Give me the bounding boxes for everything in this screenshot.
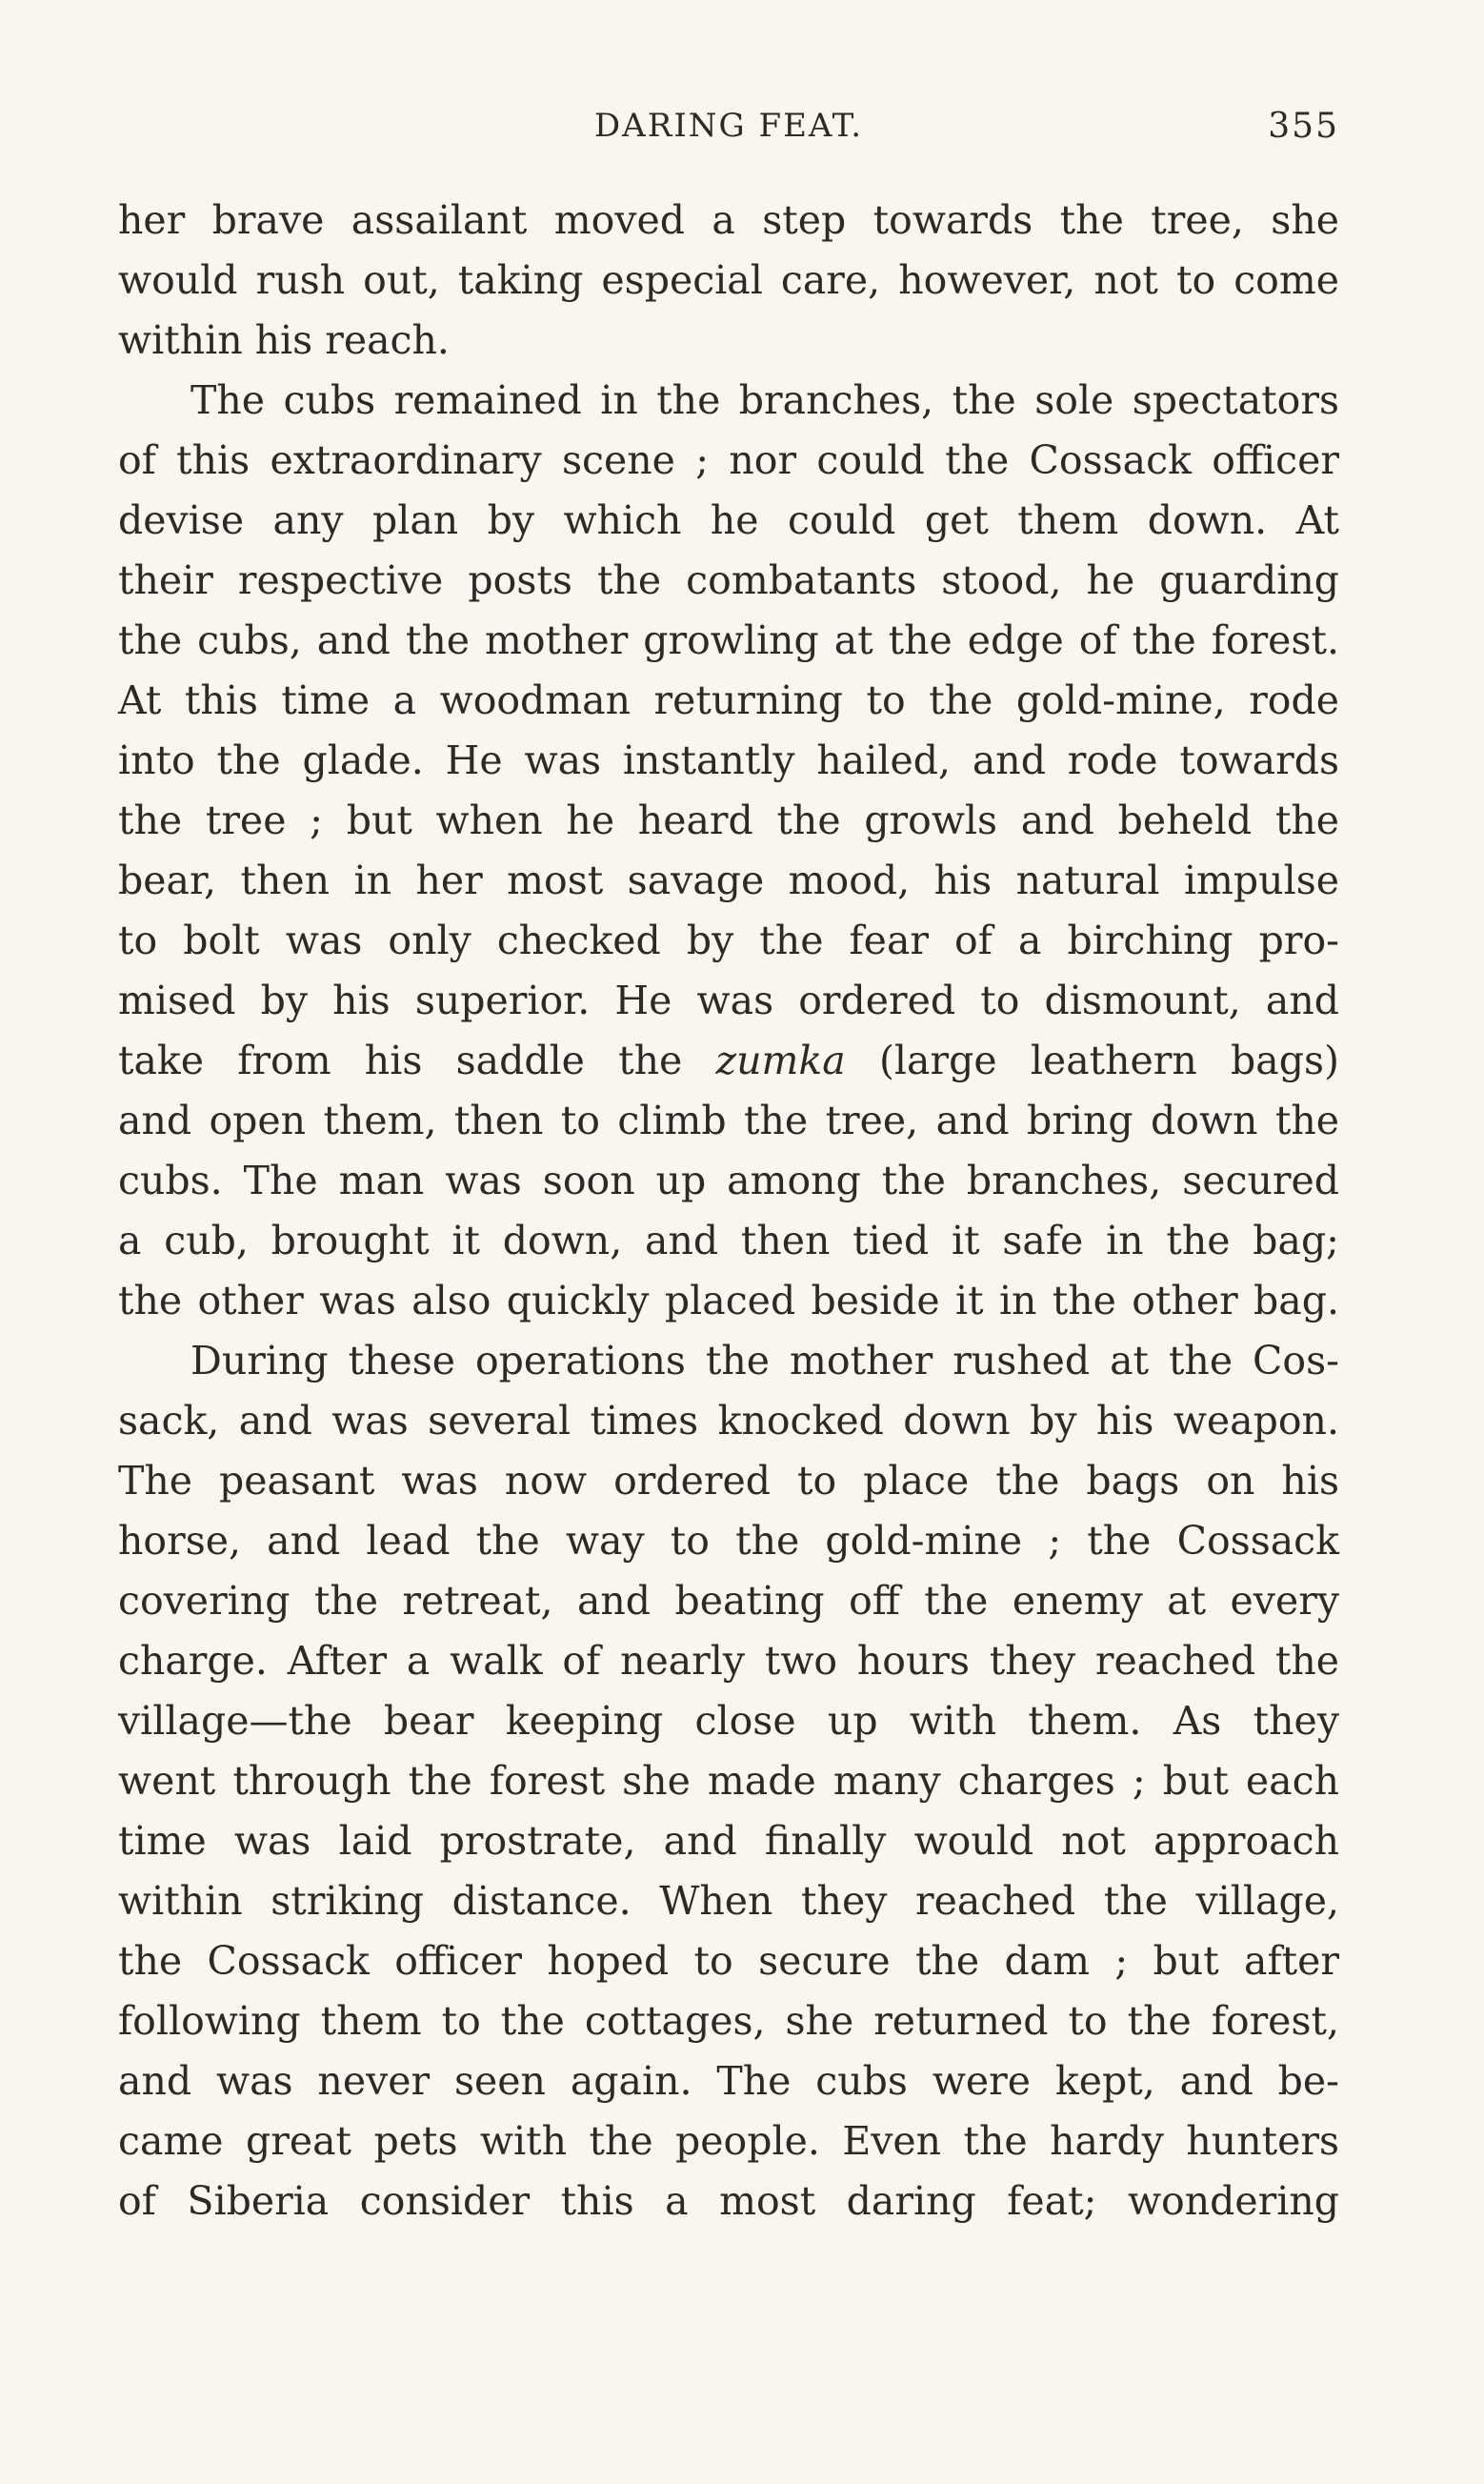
text-line: to bolt was only checked by the fear of a birching pro- [118, 918, 1339, 963]
text-line: and was never seen again. The cubs were kept, and be- [118, 2058, 1339, 2104]
text-line: mised by his superior. He was ordered to dismount, and [118, 978, 1339, 1023]
running-head [118, 107, 1339, 154]
text-line: following them to the cottages, she returned to the forest, [118, 1998, 1339, 2044]
text-line: her brave assailant moved a step towards the tree, she [118, 197, 1339, 243]
text-line: time was laid prostrate, and finally would not approach [118, 1818, 1339, 1864]
chapter-title: DARING FEAT. [593, 107, 864, 145]
text-line: The cubs remained in the branches, the sole spectators [191, 377, 1339, 423]
text-line: of this extraordinary scene ; nor could the Cossack officer [118, 437, 1339, 483]
text-fragment: take from his saddle the [118, 1038, 716, 1083]
italic-term: zumka [715, 1038, 846, 1083]
text-line: the other was also quickly placed beside it in the other bag. [118, 1278, 1339, 1323]
text-line: a cub, brought it down, and then tied it safe in the bag; [118, 1218, 1339, 1263]
text-line: The peasant was now ordered to place the bags on his [118, 1458, 1339, 1504]
text-line: went through the forest she made many charges ; but each [118, 1758, 1339, 1804]
text-line: and open them, then to climb the tree, and bring down the [118, 1098, 1339, 1143]
text-line: bear, then in her most savage mood, his natural impulse [118, 858, 1339, 903]
text-line: within striking distance. When they reached the village, [118, 1878, 1339, 1924]
page-number: 355 [1268, 107, 1339, 146]
text-line: would rush out, taking especial care, however, not to come [118, 257, 1339, 303]
text-line: charge. After a walk of nearly two hours they reached the [118, 1638, 1339, 1684]
text-line: came great pets with the people. Even the hardy hunters [118, 2118, 1339, 2164]
text-line: devise any plan by which he could get them down. At [118, 497, 1339, 543]
text-line: cubs. The man was soon up among the branches, secured [118, 1158, 1339, 1203]
text-line: the Cossack officer hoped to secure the dam ; but after [118, 1938, 1339, 1984]
body-text [118, 191, 1339, 2232]
text-line-with-italic [118, 1031, 1339, 1091]
text-line: village—the bear keeping close up with them. As they [118, 1698, 1339, 1744]
text-line: At this time a woodman returning to the gold-mine, rode [118, 677, 1339, 723]
text-fragment: (large leathern bags) [845, 1038, 1339, 1083]
text-line: into the glade. He was instantly hailed, and rode towards [118, 737, 1339, 783]
text-line: covering the retreat, and beating off the enemy at every [118, 1578, 1339, 1624]
text-line: their respective posts the combatants stood, he guarding [118, 557, 1339, 603]
text-line: the cubs, and the mother growling at the edge of the forest. [118, 617, 1339, 663]
text-line: of Siberia consider this a most daring feat; wondering [118, 2178, 1339, 2224]
text-line: During these operations the mother rushed at the Cos- [191, 1338, 1339, 1383]
text-line: the tree ; but when he heard the growls and beheld the [118, 798, 1339, 843]
text-line: within his reach. [118, 317, 450, 363]
text-line: horse, and lead the way to the gold-mine ; the Cossack [118, 1518, 1339, 1564]
text-line: sack, and was several times knocked down by his weapon. [118, 1398, 1339, 1444]
